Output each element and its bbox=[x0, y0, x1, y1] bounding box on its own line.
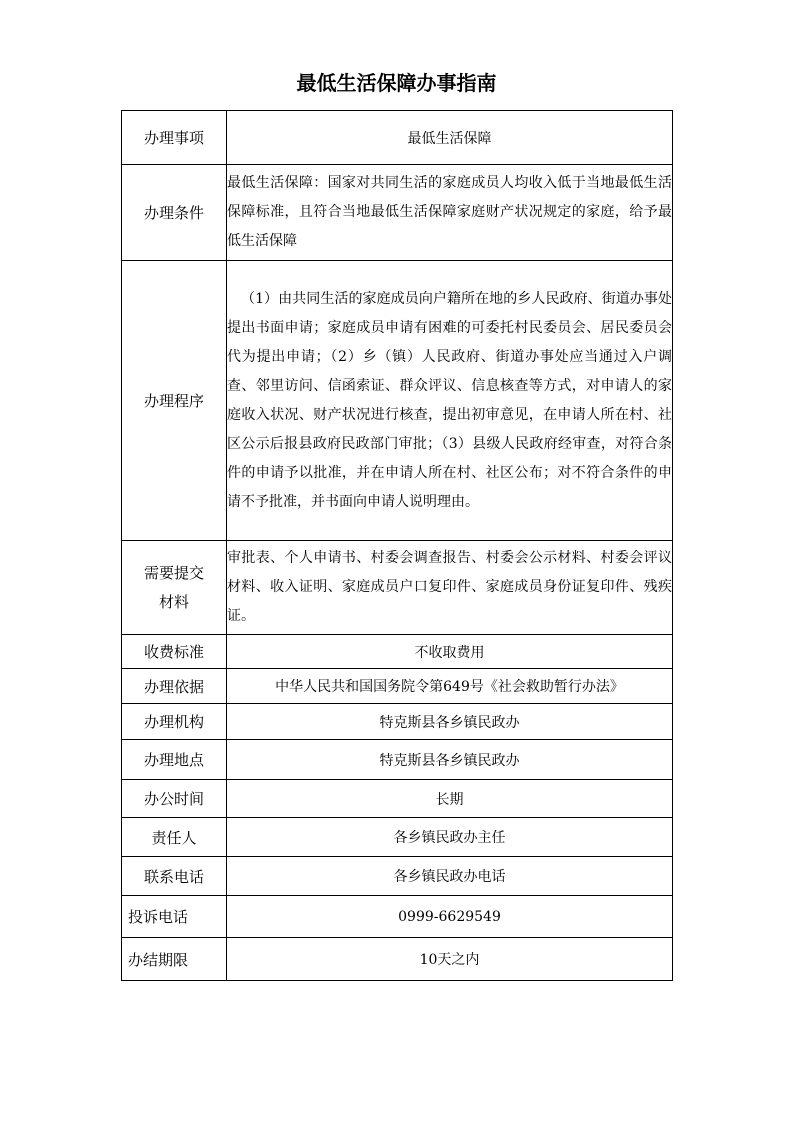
row-value-deadline: 10天之内 bbox=[227, 938, 673, 981]
row-value-basis: 中华人民共和国国务院令第649号《社会救助暂行办法》 bbox=[227, 669, 673, 704]
guide-table bbox=[121, 110, 673, 981]
row-label-conditions: 办理条件 bbox=[122, 165, 227, 261]
row-value-hours: 长期 bbox=[227, 780, 673, 818]
row-value-location: 特克斯县各乡镇民政办 bbox=[227, 740, 673, 780]
row-label-deadline: 办结期限 bbox=[122, 938, 227, 981]
row-label-materials-cell bbox=[122, 541, 227, 635]
row-label-basis: 办理依据 bbox=[122, 669, 227, 704]
table-row bbox=[122, 165, 673, 261]
row-value-conditions: 最低生活保障：国家对共同生活的家庭成员人均收入低于当地最低生活保障标准，且符合当地最低生活保障家庭财产状况规定的家庭，给予最低生活保障 bbox=[227, 165, 673, 261]
table-row bbox=[122, 635, 673, 669]
row-value-materials: 审批表、个人申请书、村委会调查报告、村委会公示材料、村委会评议材料、收入证明、家庭成员户口复印件、家庭成员身份证复印件、残疾证。 bbox=[227, 541, 673, 635]
table-row bbox=[122, 541, 673, 635]
row-label-fee: 收费标准 bbox=[122, 635, 227, 669]
page-title: 最低生活保障办事指南 bbox=[296, 71, 497, 95]
row-label-phone: 联系电话 bbox=[122, 857, 227, 896]
row-value-phone: 各乡镇民政办电话 bbox=[227, 857, 673, 896]
row-value-responsible: 各乡镇民政办主任 bbox=[227, 818, 673, 857]
table-row bbox=[122, 740, 673, 780]
table-row bbox=[122, 818, 673, 857]
row-label-procedure: 办理程序 bbox=[122, 261, 227, 541]
row-label-matter: 办理事项 bbox=[122, 111, 227, 165]
row-value-complaint: 0999-6629549 bbox=[227, 896, 673, 938]
row-label-materials: 需要提交材料 bbox=[143, 563, 204, 611]
table-row bbox=[122, 780, 673, 818]
table-row bbox=[122, 261, 673, 541]
row-value-agency: 特克斯县各乡镇民政办 bbox=[227, 704, 673, 740]
row-value-fee: 不收取费用 bbox=[227, 635, 673, 669]
row-label-agency: 办理机构 bbox=[122, 704, 227, 740]
row-label-complaint: 投诉电话 bbox=[122, 896, 227, 938]
table-row bbox=[122, 896, 673, 938]
row-label-hours: 办公时间 bbox=[122, 780, 227, 818]
table-row bbox=[122, 669, 673, 704]
row-label-responsible: 责任人 bbox=[122, 818, 227, 857]
row-label-location: 办理地点 bbox=[122, 740, 227, 780]
row-value-matter: 最低生活保障 bbox=[227, 111, 673, 165]
table-row bbox=[122, 857, 673, 896]
table-row bbox=[122, 938, 673, 981]
table-row bbox=[122, 704, 673, 740]
row-value-procedure: （1）由共同生活的家庭成员向户籍所在地的乡人民政府、街道办事处提出书面申请；家庭成员申请有困难的可委托村民委员会、居民委员会代为提出申请；（2）乡（镇）人民政府、街道办事处应当通过入户调查、邻里访问、信函索证、群众评议、信息核查等方式，对申请人的家庭收入状况、财产状况进行核查，提出初审意见，在申请人所在村、社区公示后报县政府民政部门审批；（3）县级人民政府经审查，对符合条件的申请予以批准，并在申请人所在村、社区公布；对不符合条件的申请不予批准，并书面向申请人说明理由。 bbox=[227, 261, 673, 541]
table-row bbox=[122, 111, 673, 165]
